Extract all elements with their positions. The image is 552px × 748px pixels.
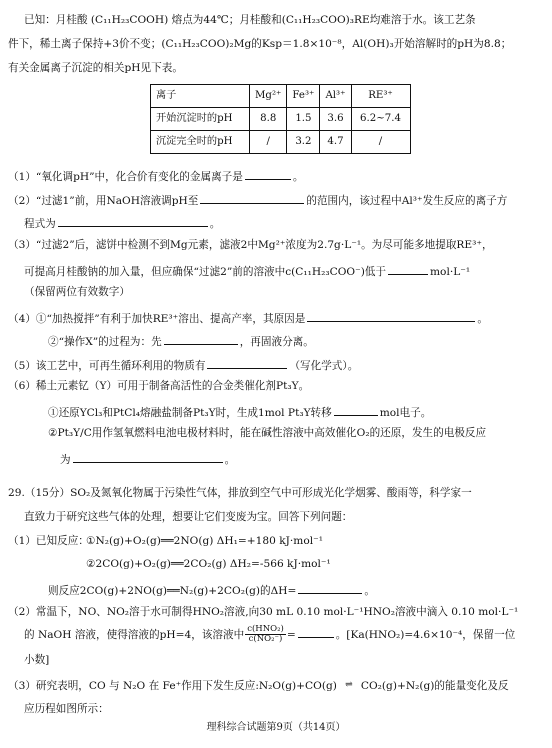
table-cell: 6.2~7.4 bbox=[351, 108, 410, 131]
page-footer: 理科综合试题第9页（共14页） bbox=[206, 722, 346, 733]
table-cell: 3.6 bbox=[320, 108, 351, 131]
table-header-cell: 离子 bbox=[151, 85, 250, 108]
table-cell: / bbox=[351, 131, 410, 154]
q6a-end: mol电子。 bbox=[379, 407, 432, 419]
q29-part-2-line-1: （2）常温下，NO、NO₂溶于水可制得HNO₂溶液,向30 mL 0.10 mol·L⁻¹HNO₂溶液中滴入 0.10 mol·L⁻¹ bbox=[8, 606, 519, 618]
answer-blank[interactable] bbox=[388, 263, 428, 275]
r3-text: 则反应2CO(g)+2NO(g)══N₂(g)+2CO₂(g)的ΔH= bbox=[48, 585, 297, 597]
q29-part-2-line-2 bbox=[24, 625, 515, 645]
answer-blank[interactable] bbox=[164, 333, 238, 345]
q4-text-b-post: ，再固液分离。 bbox=[239, 336, 314, 348]
intro-line-2: 件下，稀土离子保持+3价不变；(C₁₁H₂₃COO)₂Mg的Ksp＝1.8×10⁻⁸，Al(OH)₃开始溶解时的pH为8.8； bbox=[8, 38, 512, 50]
q4-text-a: （4）①“加热搅拌”有利于加快RE³⁺溶出、提高产率，其原因是 bbox=[8, 313, 306, 325]
answer-blank[interactable] bbox=[200, 192, 304, 204]
ion-ph-table bbox=[150, 84, 411, 154]
intro-line-1: 已知：月桂酸 (C₁₁H₂₃COOH) 熔点为44℃；月桂酸和(C₁₁H₂₃COO)₃RE均难溶于水。该工艺条 bbox=[24, 14, 476, 26]
reaction-3 bbox=[48, 582, 375, 598]
question-3-line-3: （保留两位有效数字） bbox=[24, 286, 130, 298]
r3-end: 。 bbox=[364, 585, 375, 597]
q4-text-b-pre: ②“操作X”的过程为：先 bbox=[48, 336, 162, 348]
q6b-text: 为 bbox=[60, 454, 71, 466]
q3-unit: mol·L⁻¹ bbox=[430, 266, 471, 278]
p2b-text: 的 NaOH 溶液，使得溶液的pH=4，该溶液中 bbox=[24, 628, 245, 641]
fraction-numerator: c(HNO₂) bbox=[247, 624, 284, 634]
question-6-part-2: ②Pt₃Y/C用作氢氧燃料电池电极材料时，能在碱性溶液中高效催化O₂的还原，发生的电极反应 bbox=[48, 427, 487, 439]
table-header-cell: Mg²⁺ bbox=[250, 85, 287, 108]
question-4-line-2 bbox=[48, 333, 314, 349]
answer-blank[interactable] bbox=[298, 582, 362, 594]
q29-part-1-label: （1）已知反应： bbox=[8, 535, 89, 547]
equilibrium-arrow-icon: ⇌ bbox=[345, 680, 353, 691]
q5-text: （5）该工艺中，可再生循环利用的物质有 bbox=[8, 360, 206, 372]
question-2-line-2 bbox=[24, 215, 220, 231]
q2-text-b: 的范围内，该过程中Al³⁺发生反应的离子方 bbox=[306, 195, 508, 207]
concentration-ratio-fraction bbox=[245, 625, 286, 645]
question-6-part-1 bbox=[48, 404, 431, 420]
p2b-post: 。[Ka(HNO₂)=4.6×10⁻⁴，保留一位 bbox=[335, 628, 516, 641]
table-cell: 3.2 bbox=[287, 131, 320, 154]
equals-sign: = bbox=[286, 628, 296, 641]
question-3-line-2 bbox=[24, 263, 470, 279]
question-6-part-2-answer bbox=[60, 451, 235, 467]
table-header-cell: RE³⁺ bbox=[351, 85, 410, 108]
answer-blank[interactable] bbox=[73, 451, 223, 463]
intro-line-3: 有关金属离子沉淀的相关pH见下表。 bbox=[8, 62, 183, 74]
table-row bbox=[151, 131, 411, 154]
answer-blank[interactable] bbox=[207, 357, 287, 369]
table-header-row bbox=[151, 85, 411, 108]
q6b-end: 。 bbox=[224, 454, 236, 466]
question-2-line-1 bbox=[8, 192, 507, 208]
table-header-cell: Fe³⁺ bbox=[287, 85, 320, 108]
table-cell: 开始沉淀时的pH bbox=[151, 108, 250, 131]
fraction-denominator: c(NO₂⁻) bbox=[248, 634, 283, 645]
q29-part-3-line-2: 应历程如图所示： bbox=[24, 703, 109, 715]
q29-part-2-line-3: 小数] bbox=[24, 654, 50, 666]
question-1 bbox=[8, 168, 303, 184]
table-cell: 沉淀完全时的pH bbox=[151, 131, 250, 154]
question-6: （6）稀土元素钇（Y）可用于制备高活性的合金类催化剂Pt₃Y。 bbox=[8, 380, 310, 392]
p3a-post: CO₂(g)+N₂(g)的能量变化及反 bbox=[360, 680, 509, 692]
reaction-2: ②2CO(g)+O₂(g)══2CO₂(g) ΔH₂=-566 kJ·mol⁻¹ bbox=[86, 558, 331, 570]
p3a-text: （3）研究表明，CO 与 N₂O 在 Fe⁺作用下发生反应:N₂O(g)+CO(g) bbox=[8, 680, 337, 692]
q1-text: （1）“氧化调pH”中，化合价有变化的金属离子是 bbox=[8, 171, 243, 183]
answer-blank[interactable] bbox=[298, 626, 334, 638]
table-cell: 4.7 bbox=[320, 131, 351, 154]
q29-part-3-line-1 bbox=[8, 680, 509, 693]
answer-blank[interactable] bbox=[334, 404, 378, 416]
q2-text-c: 程式为 bbox=[24, 218, 56, 230]
q6a-text: ①还原YCl₃和PtCl₄熔融盐制备Pt₃Y时，生成1mol Pt₃Y转移 bbox=[48, 407, 332, 419]
q2-end: 。 bbox=[209, 218, 221, 230]
q29-line-1: 29.（15分）SO₂及氮氧化物属于污染性气体，排放到空气中可形成光化学烟雾、酸雨等，科学家一 bbox=[8, 487, 472, 499]
table-cell: 8.8 bbox=[250, 108, 287, 131]
q5-end: （写化学式）。 bbox=[289, 360, 359, 372]
q2-text-a: （2）“过滤1”前，用NaOH溶液调pH至 bbox=[8, 195, 199, 207]
answer-blank[interactable] bbox=[58, 215, 208, 227]
q4-end: 。 bbox=[477, 313, 488, 325]
reaction-1: ①N₂(g)+O₂(g)══2NO(g) ΔH₁=+180 kJ·mol⁻¹ bbox=[86, 535, 323, 547]
question-3-line-1: （3）“过滤2”后，滤饼中检测不到Mg元素，滤液2中Mg²⁺浓度为2.7g·L⁻¹。为尽可能多地提取RE³⁺， bbox=[8, 239, 493, 251]
answer-blank[interactable] bbox=[307, 310, 475, 322]
table-cell: 1.5 bbox=[287, 108, 320, 131]
question-5 bbox=[8, 357, 358, 373]
table-cell: / bbox=[250, 131, 287, 154]
q1-end: 。 bbox=[292, 171, 304, 183]
table-row bbox=[151, 108, 411, 131]
q29-line-2: 直致力于研究这些气体的处理，想要让它们变废为宝。回答下列问题： bbox=[24, 511, 353, 523]
question-4-line-1 bbox=[8, 310, 488, 326]
q3-text-b: 可提高月桂酸钠的加入量，但应确保“过滤2”前的溶液中c(C₁₁H₂₃COO⁻)低于 bbox=[24, 266, 387, 278]
answer-blank[interactable] bbox=[245, 168, 291, 180]
table-header-cell: Al³⁺ bbox=[320, 85, 351, 108]
